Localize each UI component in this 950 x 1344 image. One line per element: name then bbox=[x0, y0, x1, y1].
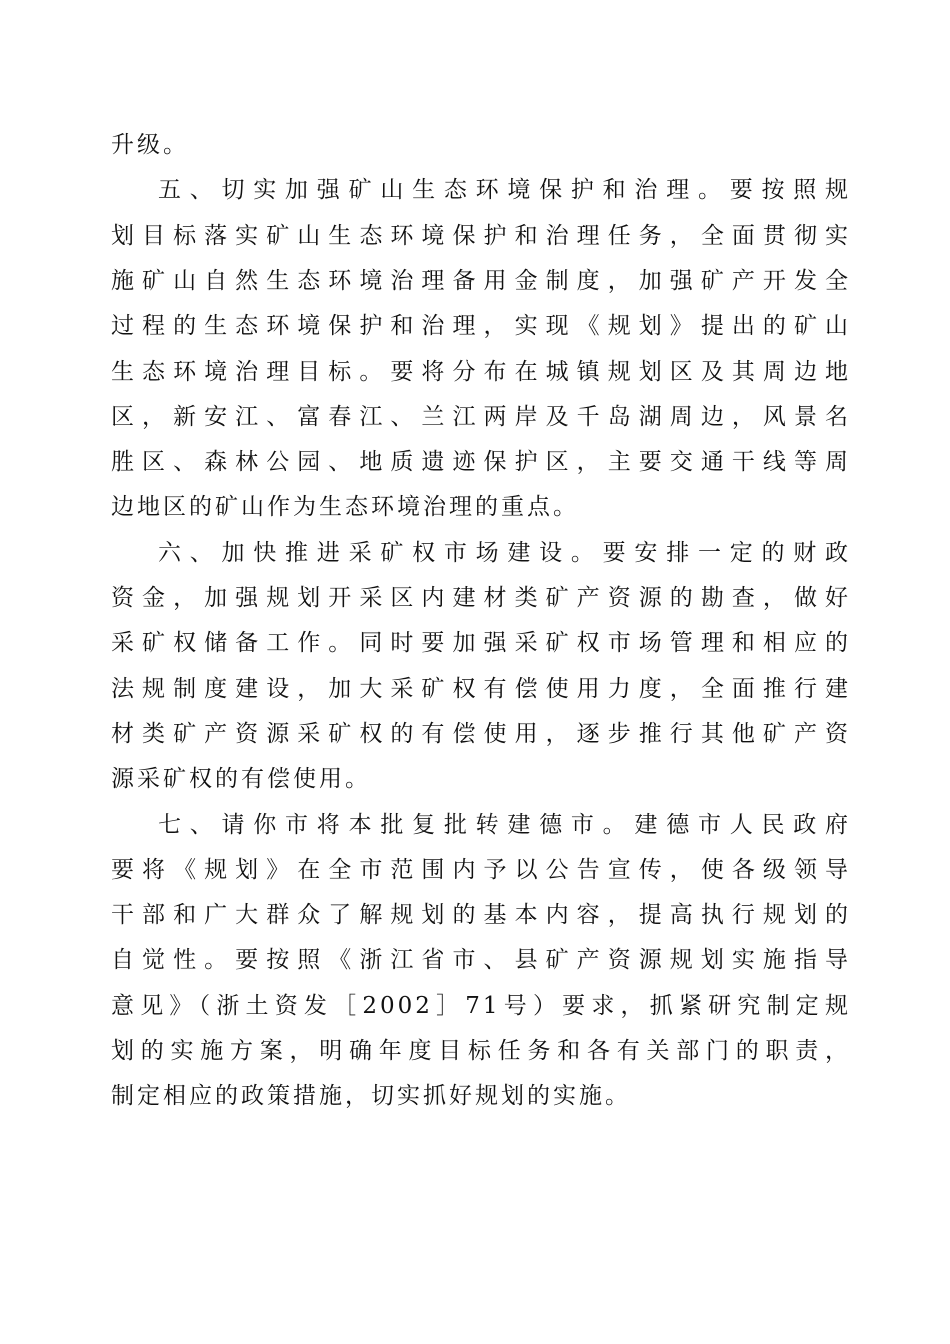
text-line: 边地区的矿山作为生态环境治理的重点。 bbox=[111, 494, 579, 520]
text-line: 七、请你市将本批复批转建德市。建德市人民政府 bbox=[158, 812, 851, 838]
text-line: 升级。 bbox=[111, 132, 189, 158]
text-line: 要将《规划》在全市范围内予以公告宣传，使各级领导 bbox=[111, 857, 851, 883]
text-line: 意见》（浙土资发［2002］71号）要求，抓紧研究制定规 bbox=[111, 993, 851, 1019]
text-line: 划目标落实矿山生态环境保护和治理任务，全面贯彻实 bbox=[111, 223, 851, 249]
text-line: 划的实施方案，明确年度目标任务和各有关部门的职责， bbox=[111, 1038, 851, 1064]
text-line: 六、加快推进采矿权市场建设。要安排一定的财政 bbox=[158, 540, 851, 566]
text-line: 自觉性。要按照《浙江省市、县矿产资源规划实施指导 bbox=[111, 947, 851, 973]
text-line: 胜区、森林公园、地质遗迹保护区，主要交通干线等周 bbox=[111, 449, 851, 475]
text-line: 施矿山自然生态环境治理备用金制度，加强矿产开发全 bbox=[111, 268, 851, 294]
text-line: 过程的生态环境保护和治理，实现《规划》提出的矿山 bbox=[111, 313, 851, 339]
text-line: 干部和广大群众了解规划的基本内容，提高执行规划的 bbox=[111, 902, 851, 928]
text-line: 生态环境治理目标。要将分布在城镇规划区及其周边地 bbox=[111, 359, 851, 385]
text-line: 五、切实加强矿山生态环境保护和治理。要按照规 bbox=[158, 177, 851, 203]
text-line: 法规制度建设，加大采矿权有偿使用力度，全面推行建 bbox=[111, 676, 851, 702]
text-line: 制定相应的政策措施，切实抓好规划的实施。 bbox=[111, 1083, 631, 1109]
text-line: 区，新安江、富春江、兰江两岸及千岛湖周边，风景名 bbox=[111, 404, 851, 430]
text-line: 材类矿产资源采矿权的有偿使用，逐步推行其他矿产资 bbox=[111, 721, 851, 747]
text-line: 源采矿权的有偿使用。 bbox=[111, 766, 371, 792]
text-line: 资金，加强规划开采区内建材类矿产资源的勘查，做好 bbox=[111, 585, 851, 611]
text-line: 采矿权储备工作。同时要加强采矿权市场管理和相应的 bbox=[111, 630, 851, 656]
